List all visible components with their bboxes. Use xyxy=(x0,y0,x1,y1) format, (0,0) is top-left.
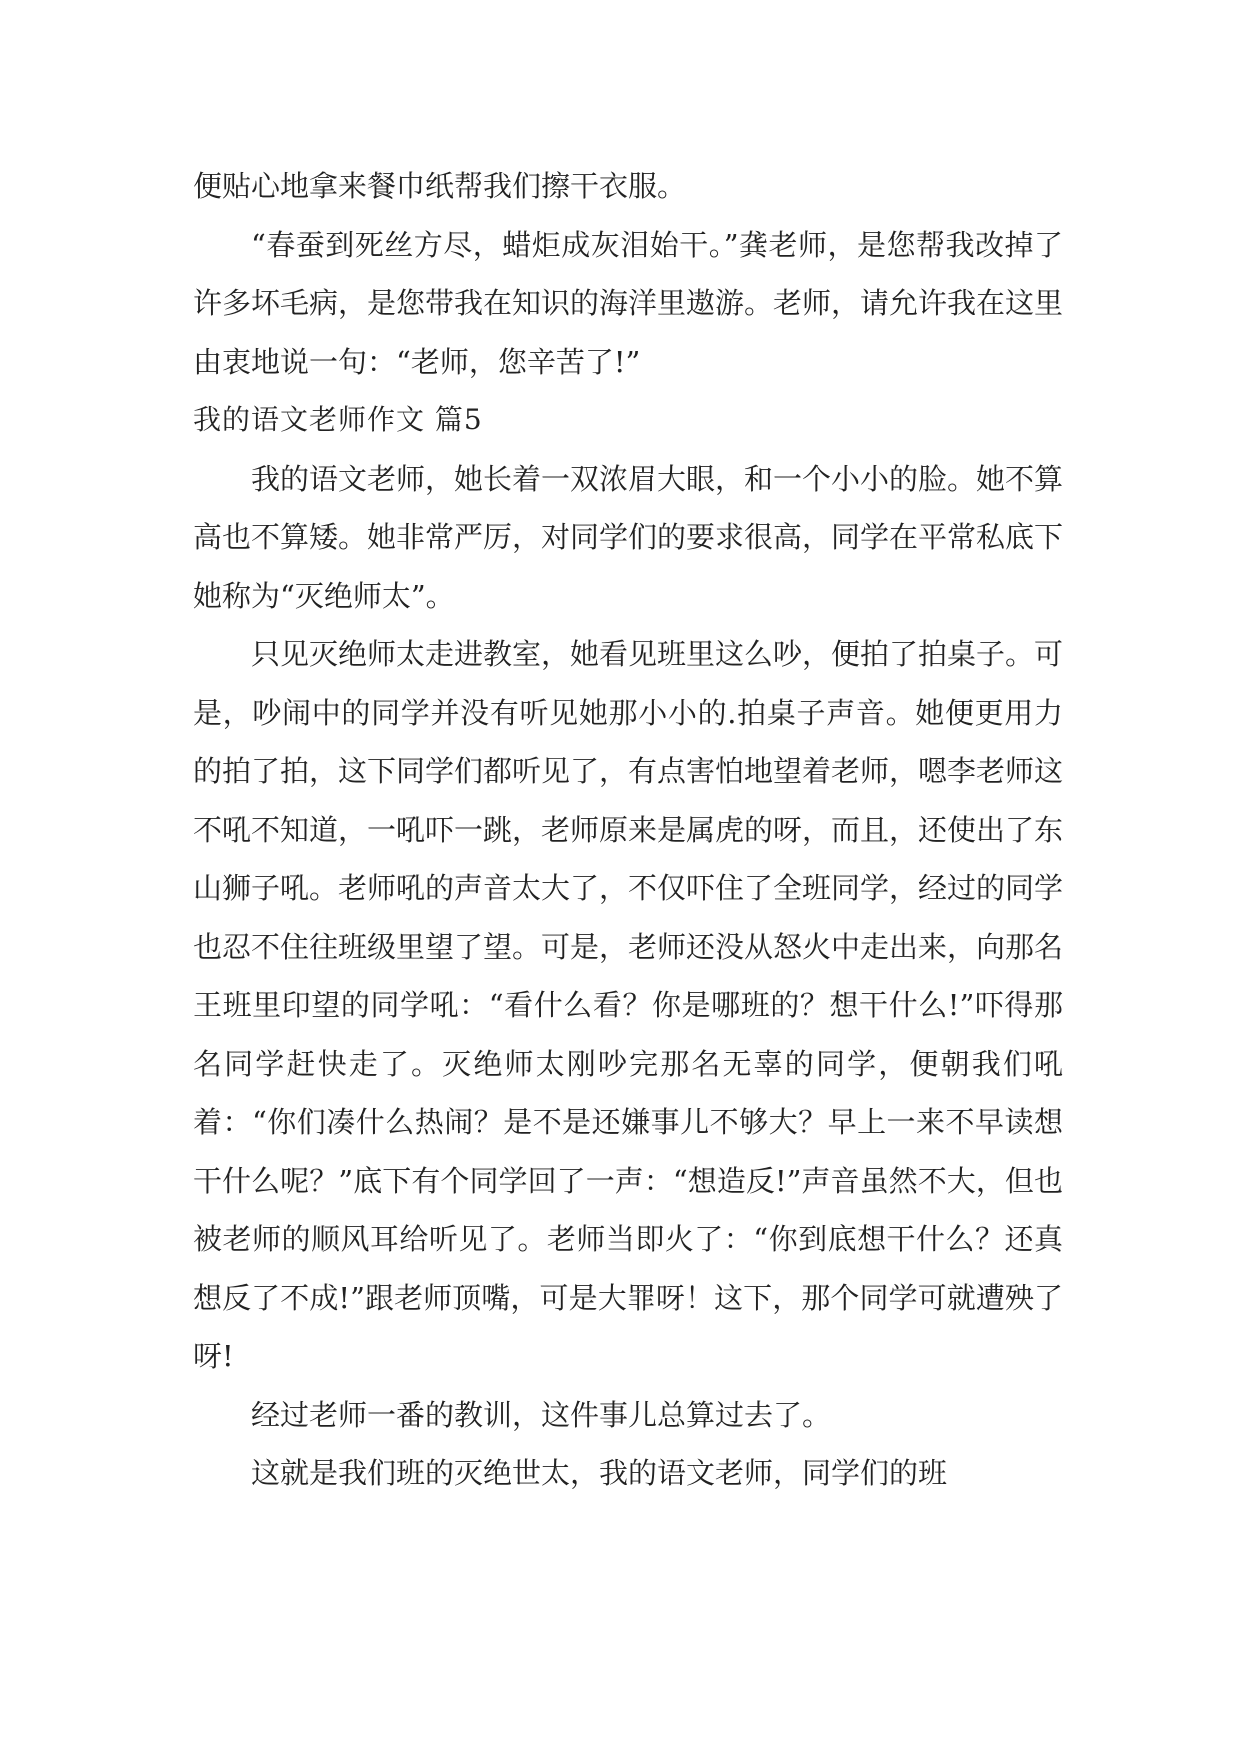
paragraph-story: 只见灭绝师太走进教室，她看见班里这么吵，便拍了拍桌子。可是，吵闹中的同学并没有听见她那小小的.拍桌子声音。她便更用力的拍了拍，这下同学们都听见了，有点害怕地望着老师，嗯李老师这不吼不知道，一吼吓一跳，老师原来是属虎的呀，而且，还使出了东山狮子吼。老师吼的声音太大了，不仅吓住了全班同学，经过的同学也忍不住往班级里望了望。可是，老师还没从怒火中走出来，向那名王班里印望的同学吼：“看什么看？你是哪班的？想干什么!”吓得那名同学赶快走了。灭绝师太刚吵完那名无辜的同学，便朝我们吼着：“你们凑什么热闹？是不是还嫌事儿不够大？早上一来不早读想干什么呢？”底下有个同学回了一声：“想造反!”声音虽然不大，但也被老师的顺风耳给听见了。老师当即火了：“你到底想干什么？还真想反了不成!”跟老师顶嘴，可是大罪呀！这下，那个同学可就遭殃了呀! xyxy=(193,637,1064,1373)
paragraph-conclusion: 这就是我们班的灭绝世太，我的语文老师，同学们的班 xyxy=(251,1456,948,1490)
paragraph-quote: “春蚕到死丝方尽，蜡炬成灰泪始干。”龚老师，是您帮我改掉了许多坏毛病，是您带我在知识的海洋里遨游。老师，请允许我在这里由衷地说一句：“老师，您辛苦了!” xyxy=(193,227,1064,379)
paragraph-description: 我的语文老师，她长着一双浓眉大眼，和一个小小的脸。她不算高也不算矮。她非常严厉，对同学们的要求很高，同学在平常私底下她称为“灭绝师太”。 xyxy=(193,461,1064,613)
section-heading: 我的语文老师作文 篇5 xyxy=(193,403,483,436)
paragraph-continuation: 便贴心地拿来餐巾纸帮我们擦干衣服。 xyxy=(193,169,687,203)
paragraph-aftermath: 经过老师一番的教训，这件事儿总算过去了。 xyxy=(251,1397,832,1432)
document-body xyxy=(193,157,1063,1503)
